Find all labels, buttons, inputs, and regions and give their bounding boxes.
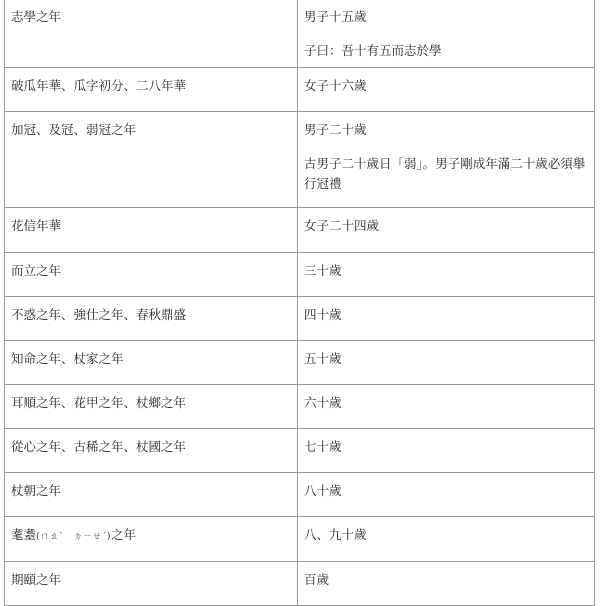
age-cell [298,297,595,341]
age-cell [298,385,595,429]
age-value: 男子十五歲 [304,9,367,24]
age-cell [298,112,595,208]
table-row [5,253,595,297]
term-cell: 不惑之年、強仕之年、春秋鼎盛 [5,297,298,341]
age-note: 古男子二十歲日「弱」。男子剛成年滿二十歲必須舉行冠禮 [304,156,586,191]
age-value: 八、九十歲 [304,527,367,542]
age-value: 三十歲 [304,263,342,278]
term-cell: 杖朝之年 [5,473,298,517]
term-prefix: 耄耋 [11,527,37,542]
age-value: 百歲 [304,572,330,587]
age-cell [298,473,595,517]
age-value: 女子十六歲 [304,78,367,93]
table-row [5,208,595,253]
table-row [5,385,595,429]
term-cell [5,517,298,562]
term-cell: 加冠、及冠、弱冠之年 [5,112,298,208]
age-cell [298,68,595,112]
term-cell: 從心之年、古稀之年、杖國之年 [5,429,298,473]
age-cell [298,208,595,253]
term-cell: 志學之年 [5,0,298,68]
age-value: 女子二十四歲 [304,218,380,233]
age-value: 八十歲 [304,483,342,498]
table-row [5,429,595,473]
age-cell [298,429,595,473]
term-cell: 而立之年 [5,253,298,297]
age-cell [298,517,595,562]
age-value: 六十歲 [304,395,342,410]
table-row [5,297,595,341]
term-cell: 花信年華 [5,208,298,253]
table-row [5,0,595,68]
age-terms-table [4,0,595,606]
table-row [5,68,595,112]
term-cell: 耳順之年、花甲之年、杖鄉之年 [5,385,298,429]
age-cell [298,341,595,385]
table-row [5,517,595,562]
age-value: 四十歲 [304,307,342,322]
term-cell: 破瓜年華、瓜字初分、二八年華 [5,68,298,112]
term-suffix: 之年 [111,527,137,542]
age-value: 七十歲 [304,439,342,454]
age-cell [298,253,595,297]
age-value: 五十歲 [304,351,342,366]
age-note: 子曰：吾十有五而志於學 [304,43,442,58]
table-row [5,341,595,385]
table-row [5,562,595,606]
table-row [5,112,595,208]
age-value: 男子二十歲 [304,122,367,137]
term-cell: 期頤之年 [5,562,298,606]
zhuyin-annotation: (ㄇㄠˋ ㄉㄧㄝˊ) [36,532,112,542]
table-row [5,473,595,517]
age-cell [298,562,595,606]
age-cell [298,0,595,68]
term-cell: 知命之年、杖家之年 [5,341,298,385]
